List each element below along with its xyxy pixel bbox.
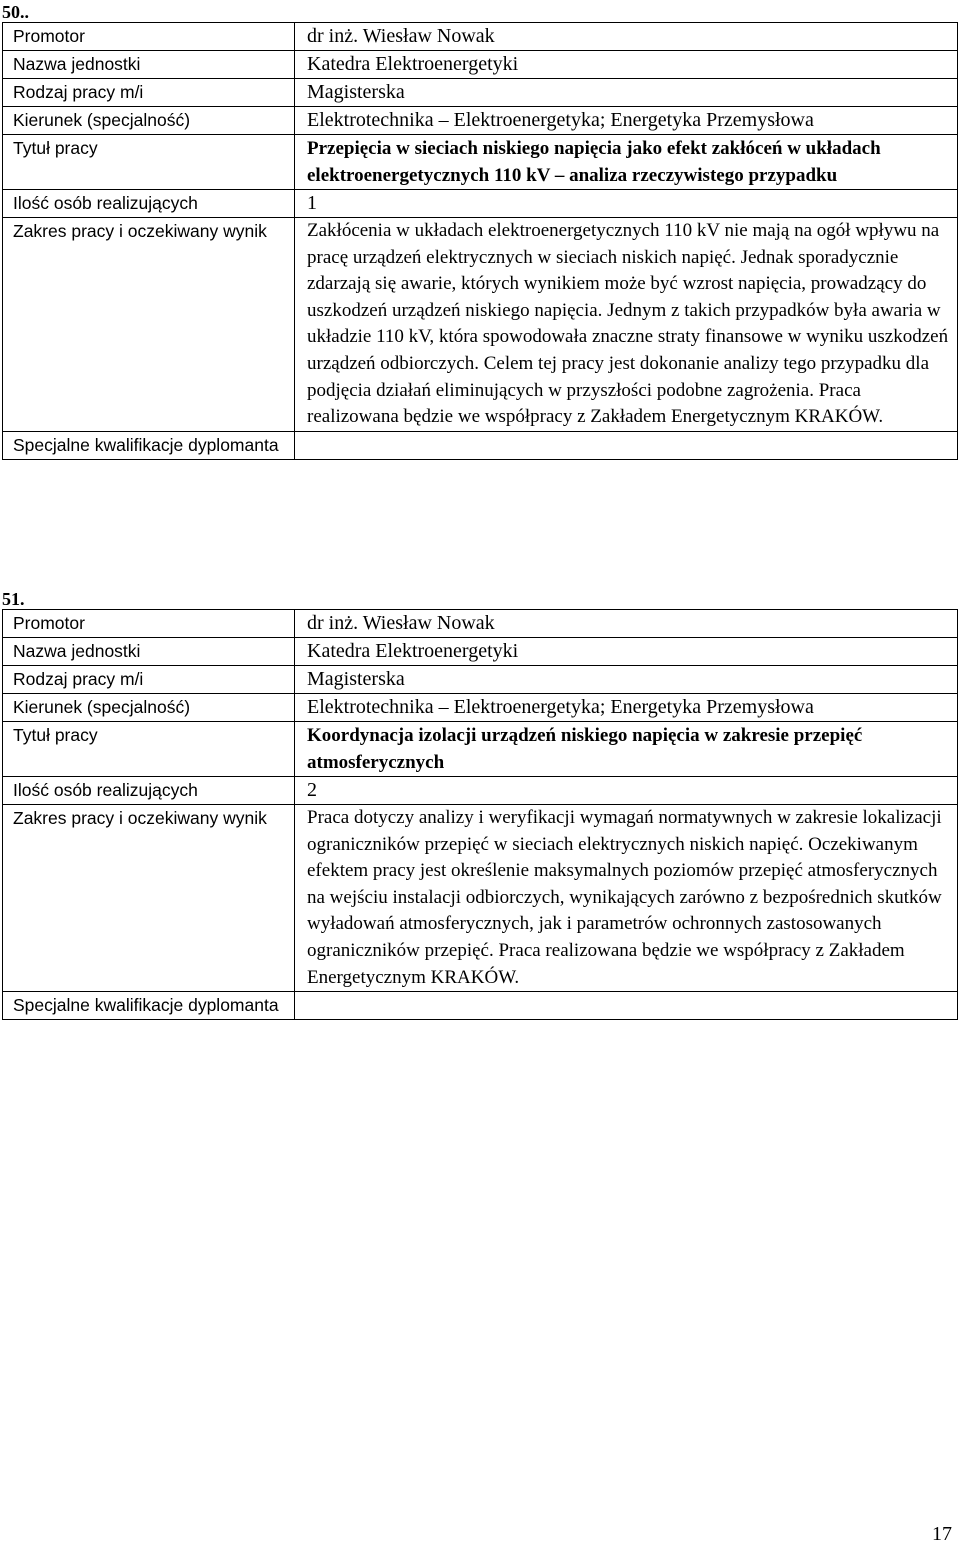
value-type: Magisterska [295,666,958,694]
row-type [3,666,958,694]
row-qualifications [3,992,958,1020]
value-persons: 1 [295,190,958,218]
value-title: Koordynacja izolacji urządzeń niskiego napięcia w zakresie przepięć atmosferycznych [295,722,958,777]
value-qualifications [295,431,958,459]
label-promotor: Promotor [3,610,295,638]
label-qualifications: Specjalne kwalifikacje dyplomanta [3,431,295,459]
row-title [3,722,958,777]
thesis-table-51 [2,609,958,1020]
value-direction: Elektrotechnika – Elektroenergetyka; Energetyka Przemysłowa [295,107,958,135]
value-direction: Elektrotechnika – Elektroenergetyka; Energetyka Przemysłowa [295,694,958,722]
row-qualifications [3,431,958,459]
label-unit: Nazwa jednostki [3,638,295,666]
page-number: 17 [932,1523,952,1545]
row-promotor [3,23,958,51]
row-promotor [3,610,958,638]
label-persons: Ilość osób realizujących [3,777,295,805]
value-promotor: dr inż. Wiesław Nowak [295,23,958,51]
row-scope [3,805,958,992]
label-direction: Kierunek (specjalność) [3,107,295,135]
value-scope: Zakłócenia w układach elektroenergetycznych 110 kV nie mają na ogół wpływu na pracę urządzeń elektrycznych w sieciach niskich napięć. Jednak sporadycznie zdarzają się awarie, których wynikiem może być wzrost napięcia, prowadzący do uszkodzeń urządzeń niskiego napięcia. Jednym z takich przypadków była awaria w układzie 110 kV, która spowodowała znaczne straty finansowe w wyniku uszkodzeń urządzeń odbiorczych. Celem tej pracy jest dokonanie analizy tego przypadku dla podjęcia działań eliminujących w przyszłości podobne zagrożenia. Praca realizowana będzie we współpracy z Zakładem Energetycznym KRAKÓW. [295,218,958,432]
entry-number-50: 50.. [2,2,29,22]
value-qualifications [295,992,958,1020]
label-title: Tytuł pracy [3,135,295,190]
row-type [3,79,958,107]
value-unit: Katedra Elektroenergetyki [295,51,958,79]
row-unit [3,51,958,79]
row-unit [3,638,958,666]
value-scope: Praca dotyczy analizy i weryfikacji wymagań normatywnych w zakresie lokalizacji ograniczników przepięć w sieciach elektrycznych niskich napięć. Oczekiwanym efektem pracy jest określenie maksymalnych poziomów przepięć atmosferycznych na wejściu instalacji odbiorczych, wynikających zarówno z bezpośrednich skutków wyładowań atmosferycznych, jak i parametrów ochronnych zastosowanych ograniczników przepięć. Praca realizowana będzie we współpracy z Zakładem Energetycznym KRAKÓW. [295,805,958,992]
label-promotor: Promotor [3,23,295,51]
row-direction [3,107,958,135]
label-unit: Nazwa jednostki [3,51,295,79]
value-unit: Katedra Elektroenergetyki [295,638,958,666]
label-scope: Zakres pracy i oczekiwany wynik [3,805,295,992]
row-persons [3,190,958,218]
value-persons: 2 [295,777,958,805]
value-promotor: dr inż. Wiesław Nowak [295,610,958,638]
thesis-table-50 [2,22,958,460]
row-scope [3,218,958,432]
label-scope: Zakres pracy i oczekiwany wynik [3,218,295,432]
label-qualifications: Specjalne kwalifikacje dyplomanta [3,992,295,1020]
entry-number-51: 51. [2,589,25,609]
value-title: Przepięcia w sieciach niskiego napięcia jako efekt zakłóceń w układach elektroenergetycznych 110 kV – analiza rzeczywistego przypadku [295,135,958,190]
row-persons [3,777,958,805]
value-type: Magisterska [295,79,958,107]
label-direction: Kierunek (specjalność) [3,694,295,722]
row-direction [3,694,958,722]
label-type: Rodzaj pracy m/i [3,79,295,107]
label-title: Tytuł pracy [3,722,295,777]
label-persons: Ilość osób realizujących [3,190,295,218]
row-title [3,135,958,190]
label-type: Rodzaj pracy m/i [3,666,295,694]
